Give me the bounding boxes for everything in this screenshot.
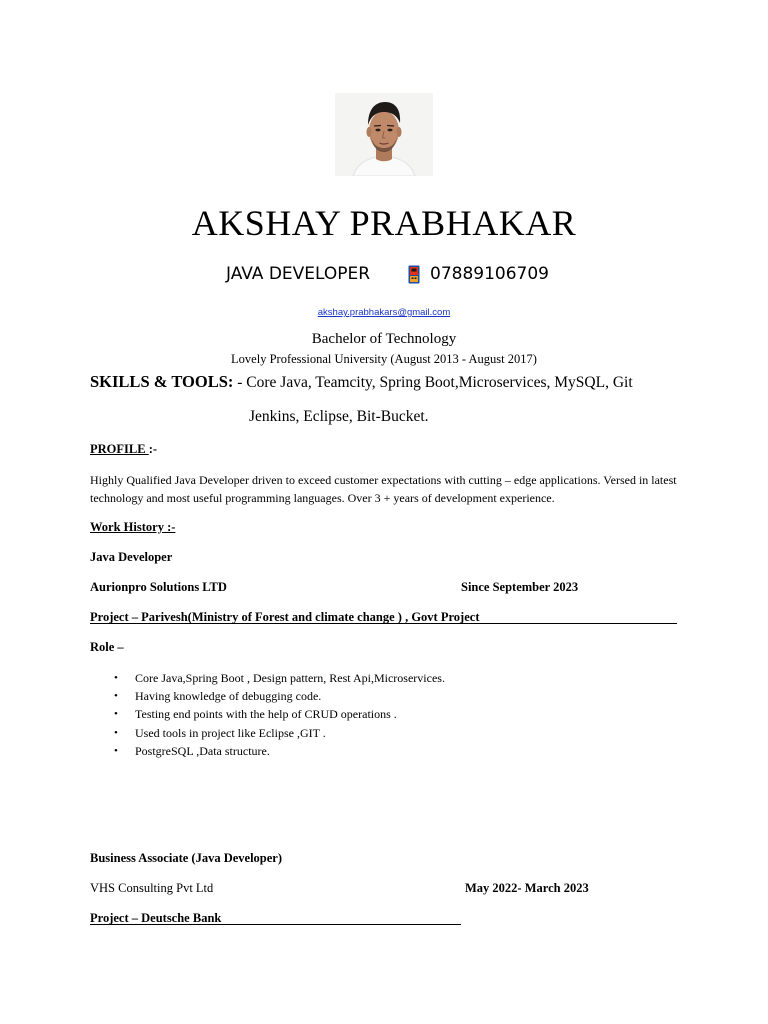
job1-dates: Since September 2023 — [461, 580, 579, 594]
list-item — [90, 725, 445, 743]
phone-number: 07889106709 — [430, 264, 549, 284]
bullet-icon: • — [114, 726, 118, 739]
bullet-icon: • — [114, 744, 118, 757]
list-item-text: Core Java,Spring Boot , Design pattern, Rest Api,Microservices. — [135, 671, 445, 685]
profile-heading — [90, 442, 157, 457]
job2-title: Business Associate (Java Developer) — [90, 851, 282, 865]
bullet-icon: • — [114, 708, 118, 721]
job2-project: Project – Deutsche Bank — [90, 911, 222, 925]
skills-line-2: Jenkins, Eclipse, Bit-Bucket. — [249, 408, 429, 425]
profile-heading-suffix: :- — [148, 442, 158, 456]
job1-project: Project – Parivesh(Ministry of Forest and climate change ) , Govt Project — [90, 610, 480, 624]
job2-company: VHS Consulting Pvt Ltd — [90, 881, 214, 895]
skills-line-1 — [90, 372, 633, 392]
profile-heading-label: PROFILE — [90, 442, 149, 456]
list-item-text: Having knowledge of debugging code. — [135, 689, 322, 704]
list-item — [90, 743, 445, 761]
job1-company: Aurionpro Solutions LTD — [90, 580, 227, 594]
job1-title: Java Developer — [90, 550, 173, 564]
degree: Bachelor of Technology — [311, 331, 457, 347]
job1-role-list — [90, 670, 445, 761]
list-item-text: PostgreSQL ,Data structure. — [135, 743, 270, 758]
job2-project-underline — [90, 924, 461, 925]
bullet-icon: • — [114, 672, 118, 684]
skills-list-1: - Core Java, Teamcity, Spring Boot,Microservices, MySQL, Git — [233, 374, 633, 391]
skills-label: SKILLS & TOOLS: — [90, 372, 234, 391]
job-title: JAVA DEVELOPER — [226, 264, 371, 284]
profile-photo — [335, 93, 433, 176]
portrait-image — [335, 93, 433, 176]
bullet-icon: • — [114, 690, 118, 703]
job1-role-label: Role – — [90, 640, 124, 654]
list-item-text: Used tools in project like Eclipse ,GIT . — [135, 725, 326, 740]
phone-icon — [408, 265, 420, 284]
job2-dates: May 2022- March 2023 — [465, 881, 589, 895]
email-link[interactable]: akshay.prabhakars@gmail.com — [317, 307, 451, 318]
list-item-text: Testing end points with the help of CRUD operations . — [135, 707, 397, 722]
job1-project-underline — [90, 623, 677, 624]
university: Lovely Professional University (August 2013 - August 2017) — [231, 352, 537, 366]
profile-summary: Highly Qualified Java Developer driven to exceed customer expectations with cutting – edge applications. Versed in latest technology and most useful programming languages. Over 3 + years of development experience. — [90, 473, 677, 505]
list-item — [90, 688, 445, 706]
work-history-heading: Work History :- — [90, 520, 176, 534]
list-item — [90, 706, 445, 724]
list-item — [90, 670, 445, 688]
candidate-name: AKSHAY PRABHAKAR — [191, 203, 577, 243]
